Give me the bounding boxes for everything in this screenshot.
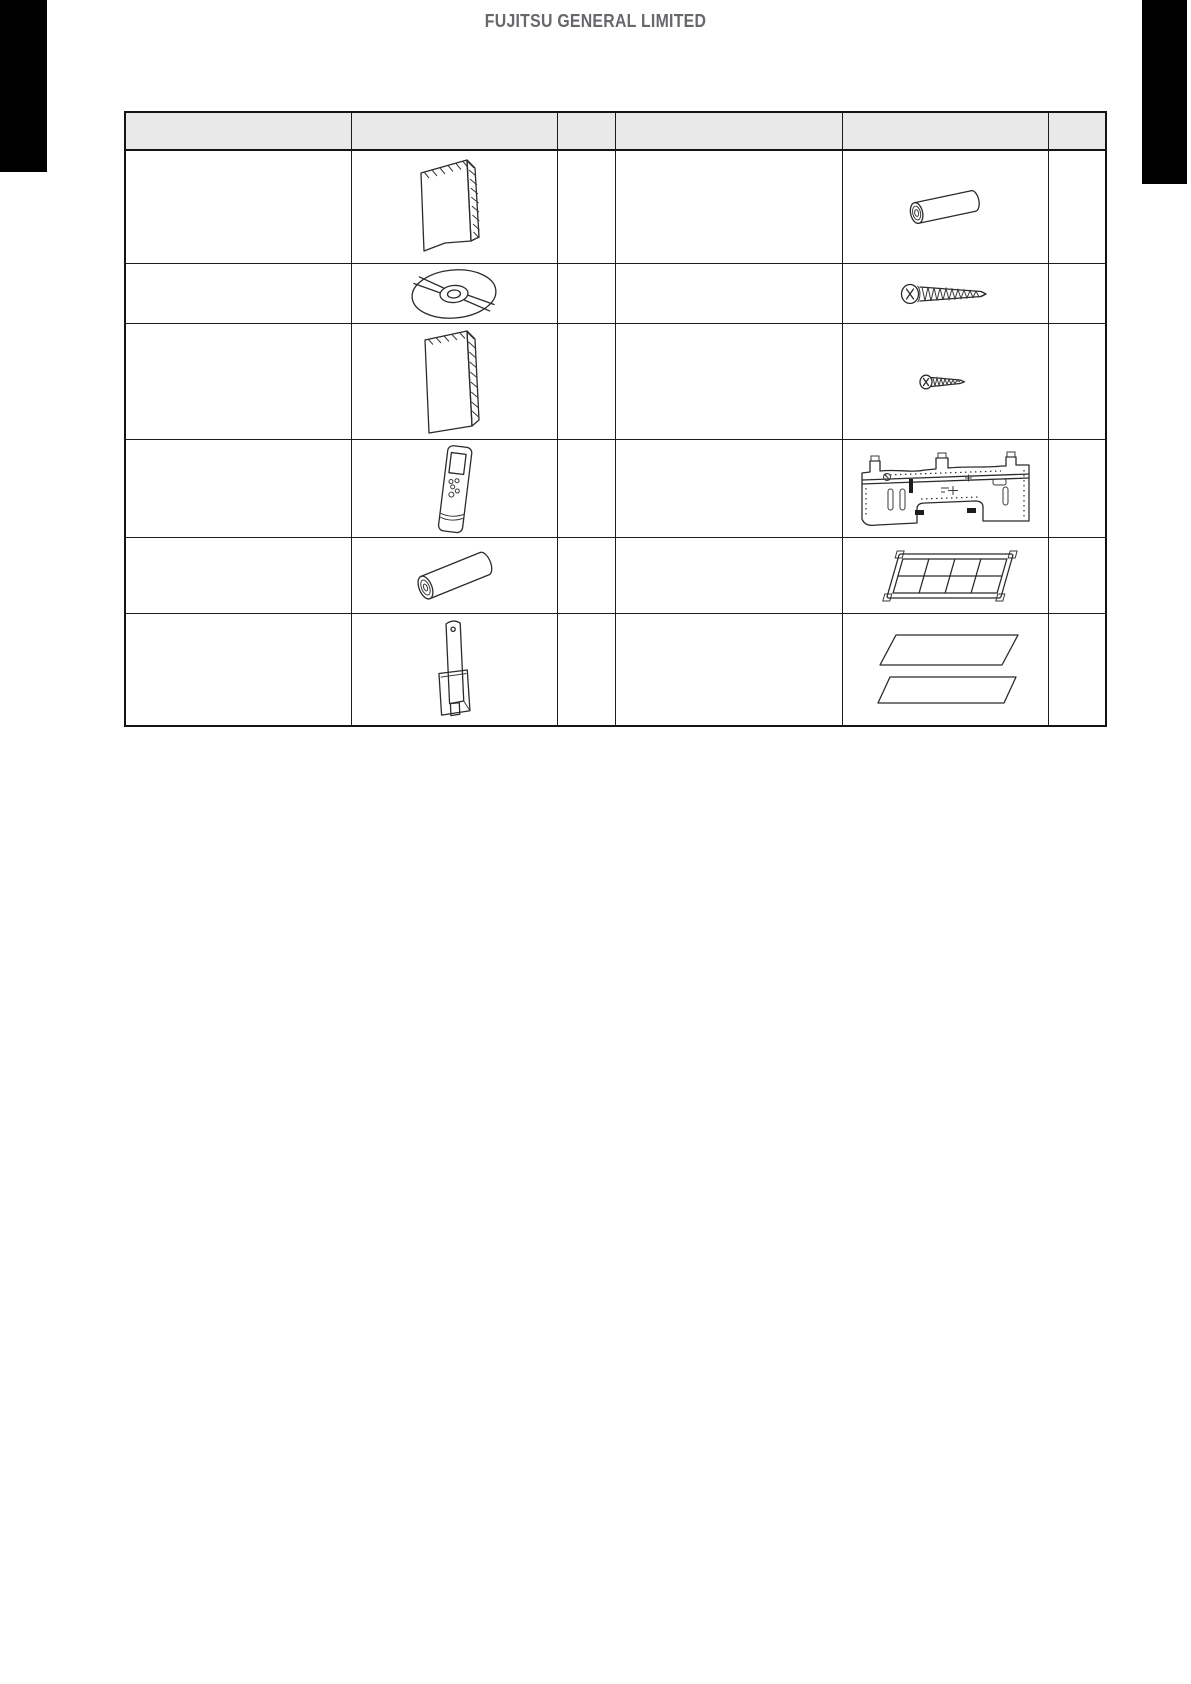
air-filter-frame-icon <box>866 548 1024 604</box>
cd-rom-icon <box>394 266 514 322</box>
item-name-cell <box>615 150 842 264</box>
item-figure-cell <box>351 150 557 264</box>
table-header-row <box>125 112 1106 150</box>
page-title: FUJITSU GENERAL LIMITED <box>484 11 707 31</box>
item-figure-cell <box>842 324 1048 440</box>
item-qty-cell <box>557 324 615 440</box>
header-cell-qty-right <box>1048 112 1106 150</box>
operation-manual-booklet-icon <box>407 157 502 257</box>
header-cell-figure-right <box>842 112 1048 150</box>
tapping-screw-large-icon <box>899 277 991 311</box>
item-qty-cell <box>557 440 615 538</box>
item-qty-cell <box>557 150 615 264</box>
item-qty-cell <box>1048 538 1106 614</box>
registration-mark-right <box>1142 0 1187 184</box>
tapping-screw-small-icon <box>918 370 972 394</box>
table-row <box>125 614 1106 727</box>
item-name-cell <box>125 150 351 264</box>
item-figure-cell <box>351 614 557 727</box>
table-row <box>125 538 1106 614</box>
item-name-cell <box>125 324 351 440</box>
item-qty-cell <box>1048 264 1106 324</box>
accessories-table <box>124 111 1107 727</box>
item-figure-cell <box>351 440 557 538</box>
item-name-cell <box>615 538 842 614</box>
item-figure-cell <box>351 264 557 324</box>
item-figure-cell <box>842 538 1048 614</box>
item-figure-cell <box>842 264 1048 324</box>
table-row <box>125 150 1106 264</box>
item-qty-cell <box>1048 614 1106 727</box>
item-figure-cell <box>842 614 1048 727</box>
item-qty-cell <box>1048 440 1106 538</box>
header-cell-name-right <box>615 112 842 150</box>
header-cell-qty-left <box>557 112 615 150</box>
table-row <box>125 324 1106 440</box>
item-figure-cell <box>351 538 557 614</box>
item-name-cell <box>615 440 842 538</box>
item-figure-cell <box>351 324 557 440</box>
item-name-cell <box>615 264 842 324</box>
item-name-cell <box>125 264 351 324</box>
item-name-cell <box>125 440 351 538</box>
wall-mounting-bracket-icon <box>853 448 1038 530</box>
cylindrical-roll-icon <box>390 540 518 612</box>
item-name-cell <box>125 614 351 727</box>
item-qty-cell <box>557 538 615 614</box>
item-qty-cell <box>1048 324 1106 440</box>
battery-icon <box>899 183 991 231</box>
header-cell-name-left <box>125 112 351 150</box>
item-name-cell <box>615 324 842 440</box>
item-qty-cell <box>1048 150 1106 264</box>
table-row <box>125 440 1106 538</box>
item-qty-cell <box>557 614 615 727</box>
remote-control-unit-icon <box>418 443 490 535</box>
item-qty-cell <box>557 264 615 324</box>
item-name-cell <box>125 538 351 614</box>
registration-mark-left <box>0 0 47 172</box>
item-figure-cell <box>842 150 1048 264</box>
header-cell-figure-left <box>351 112 557 150</box>
remote-control-holder-icon <box>424 616 484 724</box>
manual-booklet-2-icon <box>415 328 493 436</box>
air-cleaning-filters-pair-icon <box>866 631 1024 709</box>
table-row <box>125 264 1106 324</box>
item-figure-cell <box>842 440 1048 538</box>
item-name-cell <box>615 614 842 727</box>
